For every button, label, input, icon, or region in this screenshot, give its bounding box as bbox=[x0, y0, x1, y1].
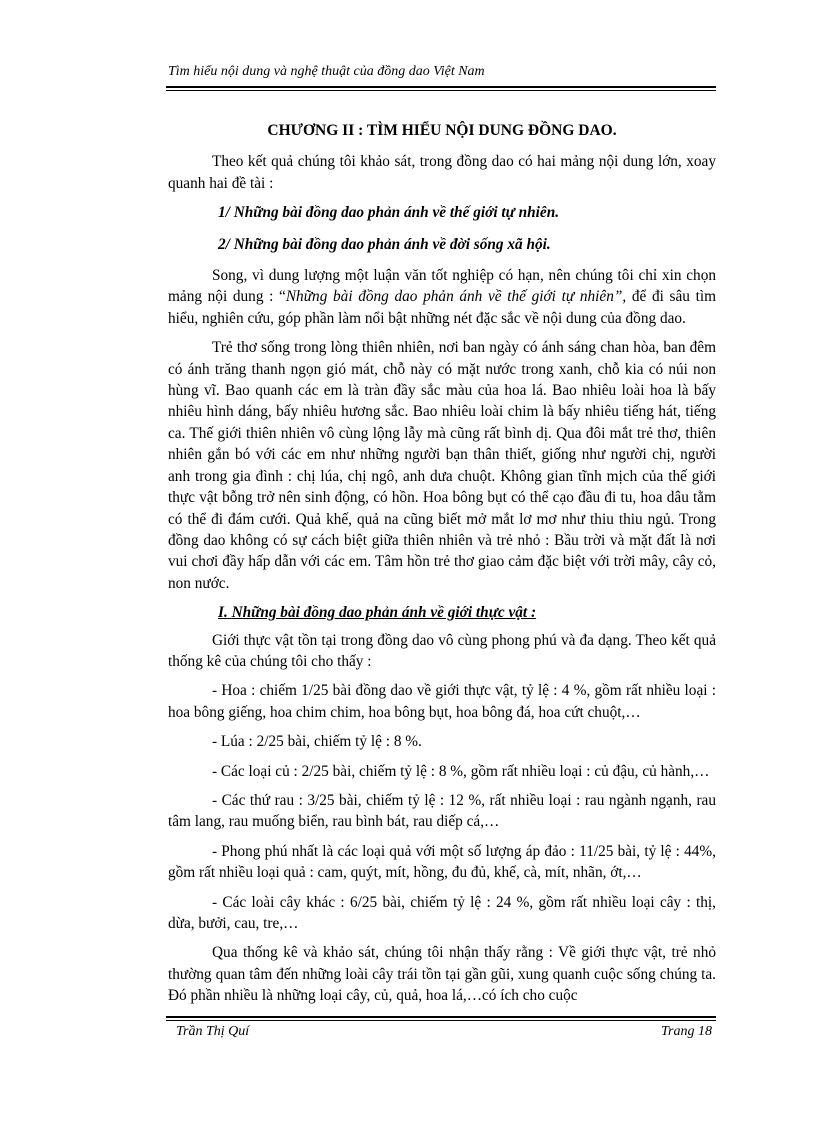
paragraph-nature: Trẻ thơ sống trong lòng thiên nhiên, nơi ban ngày có ánh sáng chan hòa, ban đêm có ánh trăng thanh ngọn gió mát, chỗ này có mặt nước trong xanh, chỗ kia có núi non hùng vĩ. Bao quanh các em là tràn đầy sắc màu của hoa lá. Bao nhiêu loài hoa là bấy nhiêu hình dáng, bấy nhiêu hương sắc. Bao nhiêu loài chim là bấy nhiêu tiếng hát, tiếng ca. Thế giới thiên nhiên vô cùng lộng lẫy mà cũng rất bình dị. Qua đôi mắt trẻ thơ, thiên nhiên gắn bó với các em như những người bạn thân thiết, giống như người chị, người anh trong gia đình : chị lúa, chị ngô, anh dưa chuột. Không gian tĩnh mịch của thế giới thực vật bỗng trở nên sinh động, có hồn. Hoa bông bụt có thể cạo đầu đi tu, hoa dâu tằm có thể đi đám cưới. Quả khế, quả na cũng biết mở mắt lơ mơ như thiu thiu ngủ. Trong đồng dao không có sự cách biệt giữa thiên nhiên và trẻ nhỏ : Bầu trời và mặt đất là nơi vui chơi đầy hấp dẫn với các em. Tâm hồn trẻ thơ giao cảm đặc biệt với trời mây, cây cỏ, non nước. bbox=[168, 339, 716, 592]
header-rule-thin bbox=[166, 90, 716, 91]
footer-rule-thin bbox=[166, 1020, 716, 1021]
stat-vegetables: - Các thứ rau : 3/25 bài, chiếm tỷ lệ : 12 %, rất nhiều loại : rau ngành ngạnh, rau tâm lang, rau muống biển, rau bình bát, rau diếp cá,… bbox=[168, 791, 716, 831]
page-number: Trang 18 bbox=[661, 1024, 712, 1039]
paragraph-flora: Giới thực vật tồn tại trong đồng dao vô cùng phong phú và đa dạng. Theo kết quả thống kê của chúng tôi cho thấy : bbox=[168, 631, 716, 670]
paragraph-scope bbox=[168, 265, 716, 329]
stat-fruits: - Phong phú nhất là các loại quả với một số lượng áp đảo : 11/25 bài, tỷ lệ : 44%, gồm rất nhiều loại quả : cam, quýt, mít, hồng, đu đủ, khế, cà, mít, nhãn, ớt,… bbox=[168, 842, 716, 882]
scope-text-before: Song, vì dung lượng một luận văn tốt nghiệp có hạn, nên chúng tôi chỉ xin chọn mảng nội dung : “ bbox=[168, 267, 716, 306]
section-heading bbox=[168, 602, 716, 623]
header-rule bbox=[166, 86, 716, 88]
running-header: Tìm hiểu nội dung và nghệ thuật của đồng dao Việt Nam bbox=[168, 64, 485, 79]
section-title: Những bài đồng dao phản ánh về giới thực vật : bbox=[231, 604, 537, 622]
topic-item-1: 1/ Những bài đồng dao phản ánh về thế giới tự nhiên. bbox=[218, 204, 560, 222]
paragraph-conclusion: Qua thống kê và khảo sát, chúng tôi nhận thấy rằng : Về giới thực vật, trẻ nhỏ thường quan tâm đến những loài cây trái tồn tại gần gũi, xung quanh cuộc sống chúng ta. Đó phần nhiều là những loại cây, củ, quả, hoa lá,…có ích cho cuộc bbox=[168, 944, 716, 1005]
stat-rice: - Lúa : 2/25 bài, chiếm tỷ lệ : 8 %. bbox=[212, 733, 422, 751]
stat-flowers: - Hoa : chiếm 1/25 bài đồng dao về giới thực vật, tỷ lệ : 4 %, gồm rất nhiều loại : hoa bông giếng, hoa chim chim, hoa bông bụt, hoa bông đá, hoa cứt chuột,… bbox=[168, 682, 716, 721]
scope-text-after: để đi sâu tìm hiểu, nghiên cứu, góp phần làm nổi bật những nét đặc sắc về nội dung của đồng dao. bbox=[168, 288, 716, 327]
chapter-title: CHƯƠNG II : TÌM HIỂU NỘI DUNG ĐỒNG DAO. bbox=[267, 122, 617, 139]
topic-item-2: 2/ Những bài đồng dao phản ánh về đời sống xã hội. bbox=[218, 235, 551, 253]
footer-author: Trần Thị Quí bbox=[176, 1024, 250, 1039]
scope-quote: Những bài đồng dao phản ánh về thế giới tự nhiên”, bbox=[285, 288, 627, 306]
page-body bbox=[168, 120, 716, 1015]
paragraph-intro: Theo kết quả chúng tôi khảo sát, trong đồng dao có hai mảng nội dung lớn, xoay quanh hai đề tài : bbox=[168, 153, 716, 192]
stat-tubers: - Các loại củ : 2/25 bài, chiếm tỷ lệ : 8 %, gồm rất nhiều loại : củ đậu, củ hành,… bbox=[212, 762, 710, 780]
footer-rule bbox=[166, 1016, 716, 1018]
stat-trees: - Các loài cây khác : 6/25 bài, chiếm tỷ lệ : 24 %, gồm rất nhiều loại cây : thị, dừa, bưởi, cau, tre,… bbox=[168, 893, 716, 932]
section-number: I. bbox=[218, 604, 228, 622]
